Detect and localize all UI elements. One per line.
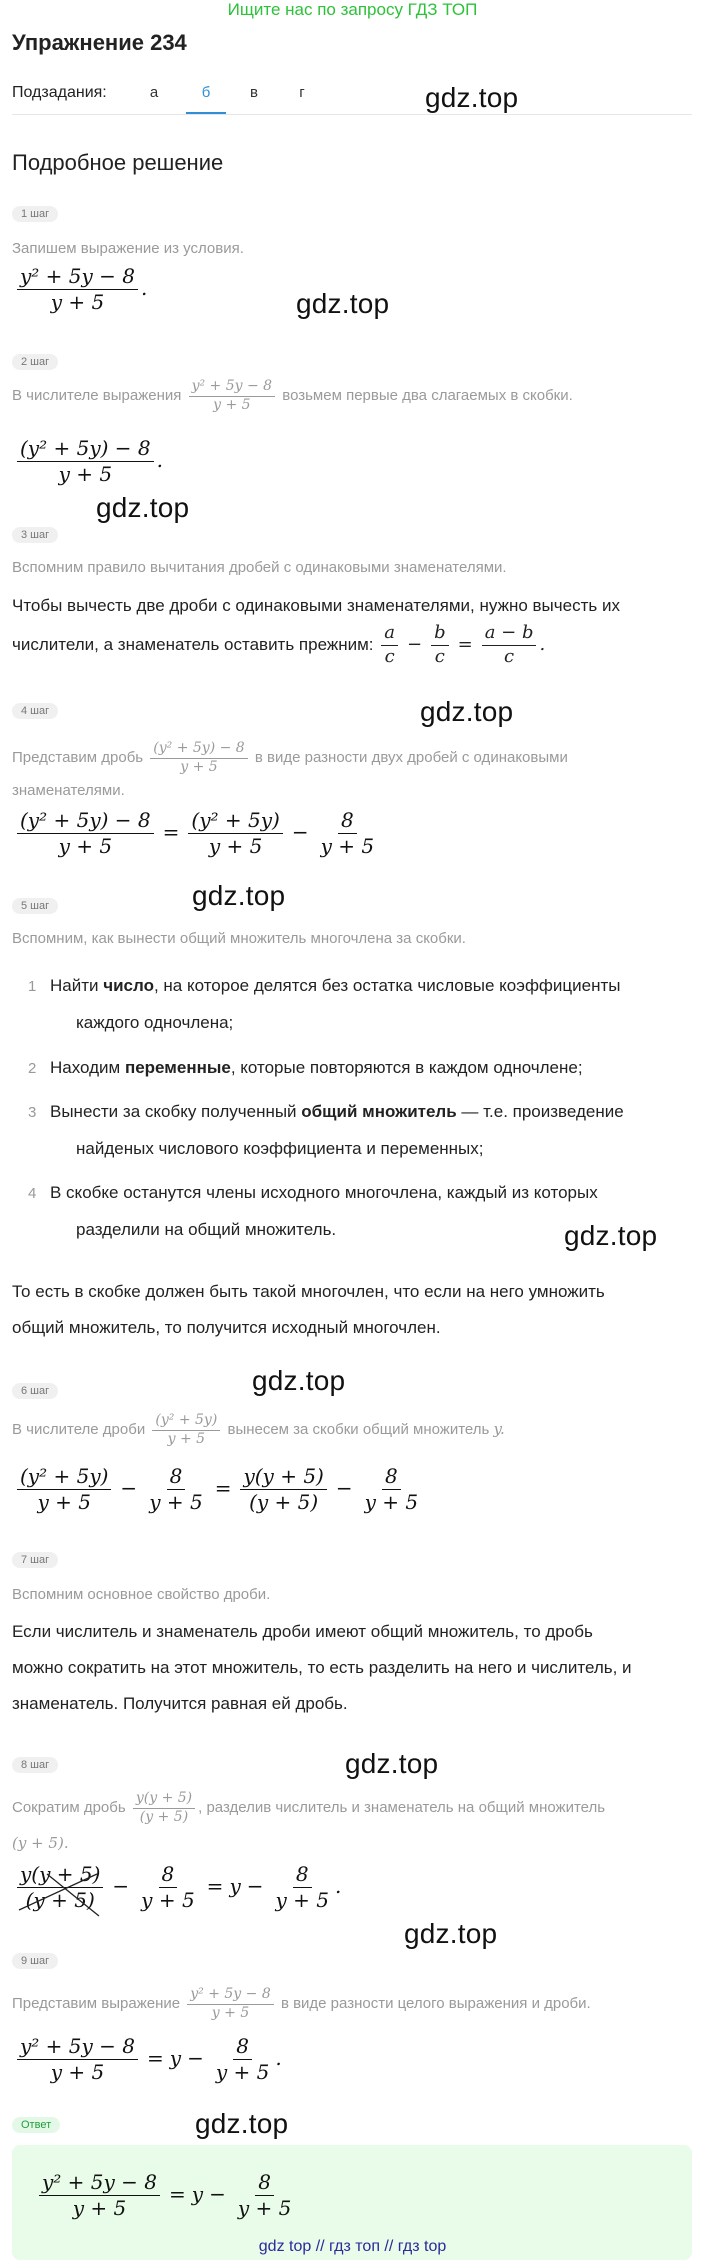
watermark: gdz.top	[195, 2108, 289, 2139]
step-note: Вспомним основное свойство дроби.	[12, 1586, 271, 1603]
step-note: Запишем выражение из условия.	[12, 240, 244, 257]
step-note: (y + 5).	[12, 1834, 69, 1852]
step-badge: 4 шаг	[12, 703, 58, 719]
step-note: Представим выражение $\frac{\text{y² + 5y − 8}}{y + 5}$ в виде разности целого выражения и дроби.	[12, 1986, 591, 2021]
step-badge: 6 шаг	[12, 1383, 58, 1399]
answer-label: Ответ	[12, 2117, 60, 2133]
step-badge: 8 шаг	[12, 1757, 58, 1773]
watermark: gdz.top	[96, 492, 190, 523]
formula: $\frac{\text{(y² + 5y)}}{y + 5}$ − $\frac{8}{y + 5}$ = $\frac{y(y + 5)}{(y + 5)}$ − $\frac{8}{y + 5}$	[14, 1464, 424, 1515]
step-text: То есть в скобке должен быть такой многочлен, что если на него умножить	[12, 1282, 605, 1301]
step-badge: 9 шаг	[12, 1953, 58, 1969]
step-note: Вспомним правило вычитания дробей с одинаковыми знаменателями.	[12, 559, 507, 576]
section-title: Подробное решение	[12, 150, 224, 175]
formula: $\frac{\text{y² + 5y − 8}}{y + 5}$ = y − $\frac{8}{y + 5}$ .	[14, 2034, 282, 2085]
step-note: Вспомним, как вынести общий множитель многочлена за скобки.	[12, 930, 466, 947]
watermark: gdz.top	[252, 1365, 346, 1396]
watermark: gdz.top	[420, 696, 514, 727]
step-note: В числителе выражения $\frac{\text{y² + 5y − 8}}{y + 5}$ возьмем первые два слагаемых в скобки.	[12, 378, 573, 413]
subtasks-divider	[12, 114, 692, 115]
step-text: знаменатель. Получится равная ей дробь.	[12, 1694, 348, 1713]
tab-a[interactable]: а	[149, 84, 159, 101]
list-item: 1 Найти число, на которое делятся без остатка числовые коэффициенты каждого одночлена;	[28, 976, 621, 1032]
step-badge: 3 шаг	[12, 527, 58, 543]
tab-v[interactable]: в	[250, 84, 258, 101]
watermark: gdz.top	[425, 82, 519, 113]
watermark: gdz.top	[296, 288, 390, 319]
step-badge: 2 шаг	[12, 354, 58, 370]
subtasks-label: Подзадания:	[12, 84, 107, 101]
step-text: числители, а знаменатель оставить прежним: $\frac{a}{c}$ − $\frac{b}{c}$ = $\frac{a - b}{c}$ .	[12, 622, 546, 667]
watermark: gdz.top	[404, 1918, 498, 1949]
list-item: 2 Находим переменные, которые повторяются в каждом одночлене;	[28, 1058, 583, 1077]
watermark: gdz.top	[564, 1220, 658, 1251]
tab-g[interactable]: г	[299, 84, 305, 101]
strike-mark	[17, 1862, 101, 1922]
step-text: общий множитель, то получится исходный многочлен.	[12, 1318, 441, 1337]
step-note: Сократим дробь $\frac{y(y + 5)}{(y + 5)}$ , разделив числитель и знаменатель на общий множитель	[12, 1790, 606, 1825]
formula: $\frac{y(y + 5)}{(y + 5)}$ − $\frac{8}{y + 5}$ = y − $\frac{8}{y + 5}$ .	[14, 1862, 341, 1913]
formula: $\frac{\text{(y² + 5y) − 8}}{y + 5}$ = $\frac{\text{(y² + 5y)}}{y + 5}$ − $\frac{8}{y + 5}$	[14, 808, 380, 859]
watermark: gdz.top	[192, 880, 286, 911]
answer-formula: $\frac{\text{y² + 5y − 8}}{y + 5}$ = y − $\frac{8}{y + 5}$	[36, 2170, 297, 2221]
step-note: В числителе дроби $\frac{\text{(y² + 5y)}}{y + 5}$ вынесем за скобки общий множитель y.	[12, 1412, 505, 1447]
list-item: 4 В скобке останутся члены исходного многочлена, каждый из которых разделили на общий множитель.	[28, 1183, 598, 1239]
formula: $\frac{\text{(y² + 5y) − 8}}{y + 5}$ .	[14, 436, 163, 487]
step-note: Представим дробь $\frac{\text{(y² + 5y) − 8}}{y + 5}$ в виде разности двух дробей с одинаковыми	[12, 740, 568, 775]
step-badge: 5 шаг	[12, 898, 58, 914]
formula: $\frac{\text{y² + 5y − 8}}{y + 5}$ .	[14, 264, 147, 315]
step-text: можно сократить на этот множитель, то есть разделить на него и числитель, и	[12, 1658, 632, 1677]
exercise-title: Упражнение 234	[12, 30, 187, 55]
step-text: Если числитель и знаменатель дроби имеют общий множитель, то дробь	[12, 1622, 593, 1641]
top-banner[interactable]: Ищите нас по запросу ГДЗ ТОП	[227, 0, 478, 19]
watermark: gdz.top	[345, 1748, 439, 1779]
list-item: 3 Вынести за скобку полученный общий множитель — т.е. произведение найденых числового коэффициента и переменных;	[28, 1102, 624, 1158]
step-badge: 7 шаг	[12, 1552, 58, 1568]
footer-links[interactable]: gdz top // гдз топ // гдз top	[258, 2238, 447, 2255]
step-badge: 1 шаг	[12, 206, 58, 222]
tab-b[interactable]: б	[186, 84, 226, 114]
step-text: Чтобы вычесть две дроби с одинаковыми знаменателями, нужно вычесть их	[12, 596, 620, 615]
step-note: знаменателями.	[12, 782, 125, 799]
